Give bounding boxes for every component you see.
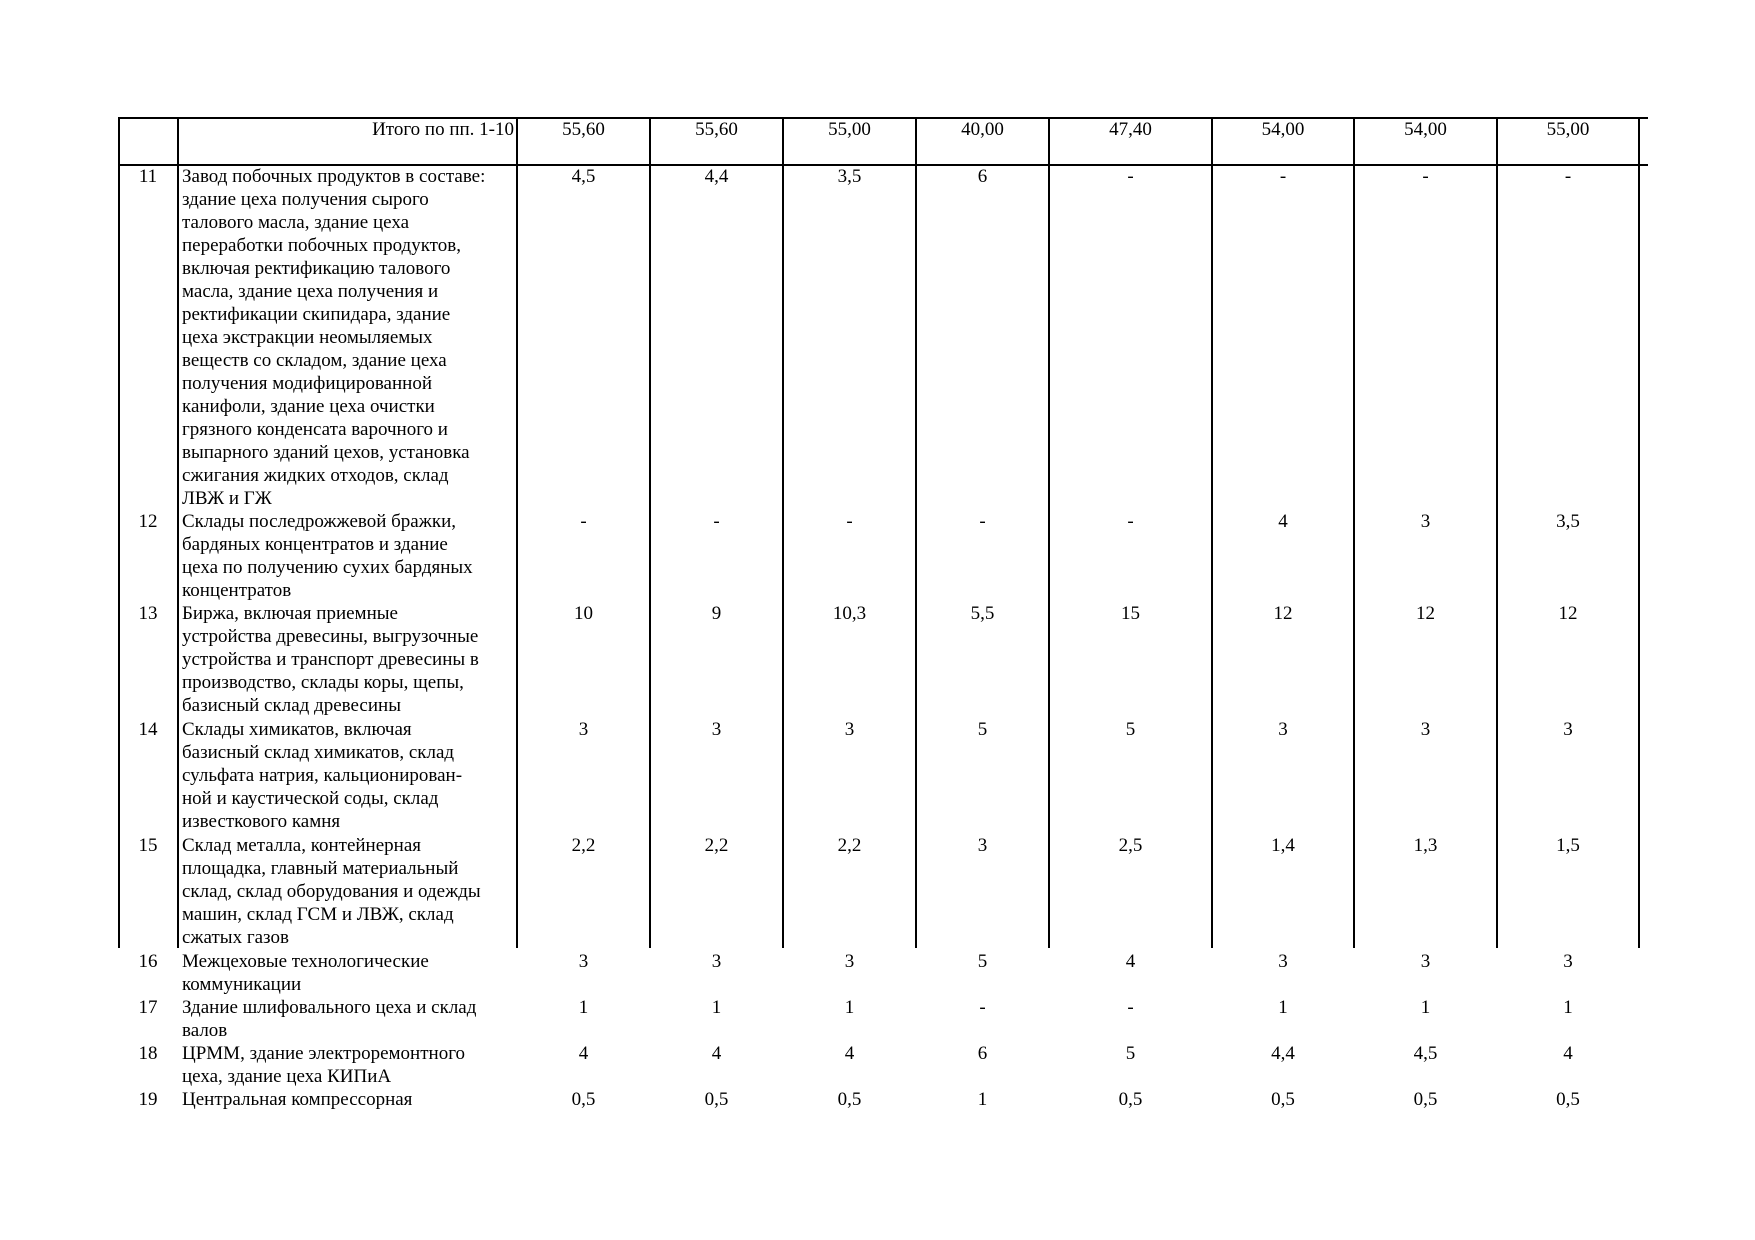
row-description-line: склад, склад оборудования и одежды [182, 881, 481, 902]
row-value: 4,5 [1413, 1043, 1438, 1064]
row-description-line: цеха экстракции неомыляемых [182, 327, 433, 348]
row-value: 5 [1125, 719, 1136, 740]
row-value: 4 [1563, 1043, 1573, 1064]
row-description-line: Межцеховые технологические [182, 951, 429, 972]
row-value: 3 [1420, 719, 1431, 740]
row-value: 2,2 [704, 835, 729, 856]
row-description-line: канифоли, здание цеха очистки [182, 396, 435, 417]
row-value: 10 [574, 603, 593, 624]
row-value: 2,5 [1118, 835, 1143, 856]
row-value: 1,4 [1271, 835, 1295, 856]
row-number: 12 [138, 511, 158, 532]
row-value: 4 [1125, 951, 1136, 972]
row-description-line: Центральная компрессорная [182, 1089, 413, 1110]
row-value: 3 [711, 719, 722, 740]
row-description-line: масла, здание цеха получения и [182, 281, 439, 302]
total-value: 55,60 [562, 119, 605, 140]
row-value: 6 [977, 1043, 988, 1064]
row-number: 13 [138, 603, 158, 624]
row-value: 4 [1278, 511, 1288, 532]
row-value: 15 [1121, 603, 1140, 624]
row-value: 3,5 [837, 166, 862, 187]
row-value: - [713, 511, 720, 532]
row-description-line: известкового камня [182, 811, 341, 832]
row-value: 1 [844, 997, 855, 1018]
row-description-line: сжатых газов [182, 927, 289, 948]
row-value: 1,5 [1556, 835, 1580, 856]
row-description-line: Склады химикатов, включая [182, 719, 412, 740]
row-description-line: переработки побочных продуктов, [182, 235, 461, 256]
row-description-line: ной и каустической соды, склад [182, 788, 439, 809]
row-value: 1 [1278, 997, 1288, 1018]
row-value: 3 [1278, 951, 1288, 972]
row-description-line: сульфата натрия, кальционирован- [182, 765, 463, 786]
row-value: 0,5 [1413, 1089, 1438, 1110]
row-description-line: веществ со складом, здание цеха [182, 350, 447, 371]
row-value: 0,5 [1118, 1089, 1143, 1110]
row-value: 0,5 [571, 1089, 596, 1110]
row-description-line: талового масла, здание цеха [182, 212, 410, 233]
total-value: 47,40 [1109, 119, 1152, 140]
row-value: 3 [711, 951, 722, 972]
row-value: 5 [977, 719, 988, 740]
row-description-line: Завод побочных продуктов в составе: [182, 166, 486, 187]
row-value: - [1127, 997, 1134, 1018]
total-value: 55,00 [828, 119, 871, 140]
row-description-line: бардяных концентратов и здание [182, 534, 448, 555]
row-description-line: Биржа, включая приемные [182, 603, 398, 624]
row-value: 3 [977, 835, 988, 856]
row-description-line: здание цеха получения сырого [182, 189, 429, 210]
row-description-line: базисный склад древесины [182, 695, 401, 716]
row-value: 1 [1420, 997, 1431, 1018]
row-value: 4 [844, 1043, 855, 1064]
row-value: 5 [1125, 1043, 1136, 1064]
row-description-line: ЛВЖ и ГЖ [182, 488, 272, 509]
total-value: 40,00 [961, 119, 1004, 140]
row-number: 17 [138, 997, 158, 1018]
total-value: 54,00 [1404, 119, 1447, 140]
row-value: 3 [844, 951, 855, 972]
row-value: - [979, 511, 986, 532]
row-value: - [846, 511, 853, 532]
row-value: 3 [844, 719, 855, 740]
row-value: 2,2 [571, 835, 596, 856]
row-value: 0,5 [837, 1089, 862, 1110]
row-value: 4,4 [1271, 1043, 1295, 1064]
row-value: - [1127, 166, 1134, 187]
row-value: 3 [1420, 951, 1431, 972]
row-number: 14 [138, 719, 158, 740]
row-value: 4 [578, 1043, 589, 1064]
total-value: 54,00 [1261, 119, 1305, 140]
row-value: 4,4 [704, 166, 729, 187]
row-value: 3 [1563, 719, 1573, 740]
row-description-line: включая ректификацию талового [182, 258, 451, 279]
row-value: - [1127, 511, 1134, 532]
row-value: 1 [977, 1089, 988, 1110]
row-description-line: получения модифицированной [182, 373, 432, 394]
row-value: 10,3 [832, 603, 867, 624]
row-description-line: устройства и транспорт древесины в [182, 649, 479, 670]
row-value: 0,5 [1271, 1089, 1295, 1110]
row-number: 15 [138, 835, 158, 856]
row-value: 3 [1563, 951, 1573, 972]
table-right-border [1638, 117, 1640, 948]
row-description-line: ректификации скипидара, здание [182, 304, 451, 325]
row-description-line: Склады последрожжевой бражки, [182, 511, 457, 532]
row-description-line: цеха по получению сухих бардяных [182, 557, 473, 578]
row-value: 3 [578, 719, 589, 740]
row-value: 12 [1416, 603, 1435, 624]
row-description-line: площадка, главный материальный [182, 858, 459, 879]
row-value: 4 [711, 1043, 722, 1064]
row-value: 5 [977, 951, 988, 972]
row-value: 3 [578, 951, 589, 972]
row-description-line: выпарного зданий цехов, установка [182, 442, 470, 463]
total-row-label: Итого по пп. 1-10 [372, 119, 514, 140]
row-number: 11 [138, 166, 158, 187]
row-value: 3,5 [1556, 511, 1580, 532]
row-description-line: концентратов [182, 580, 292, 601]
row-value: 12 [1558, 603, 1578, 624]
row-description-line: устройства древесины, выгрузочные [182, 626, 479, 647]
row-value: 12 [1273, 603, 1293, 624]
row-description-line: Здание шлифовального цеха и склад [182, 997, 477, 1018]
column-divider [177, 117, 179, 948]
row-value: - [580, 511, 587, 532]
row-number: 16 [138, 951, 158, 972]
row-value: - [979, 997, 986, 1018]
row-value: 0,5 [704, 1089, 729, 1110]
row-value: 1 [578, 997, 589, 1018]
row-value: - [1279, 166, 1287, 187]
row-value: - [1422, 166, 1429, 187]
row-number: 19 [138, 1089, 158, 1110]
row-description-line: грязного конденсата варочного и [182, 419, 448, 440]
total-value: 55,00 [1546, 119, 1590, 140]
total-value: 55,60 [695, 119, 738, 140]
row-value: 9 [711, 603, 722, 624]
row-description-line: машин, склад ГСМ и ЛВЖ, склад [182, 904, 454, 925]
row-number: 18 [138, 1043, 158, 1064]
row-description-line: цеха, здание цеха КИПиА [182, 1066, 392, 1087]
row-value: - [1564, 166, 1572, 187]
row-value: 1,3 [1413, 835, 1438, 856]
row-value: 6 [977, 166, 988, 187]
row-value: 1 [1563, 997, 1573, 1018]
row-description-line: Склад металла, контейнерная [182, 835, 422, 856]
row-description-line: базисный склад химикатов, склад [182, 742, 455, 763]
row-description-line: валов [182, 1020, 228, 1041]
row-description-line: сжигания жидких отходов, склад [182, 465, 449, 486]
row-description-line: производство, склады коры, щепы, [182, 672, 464, 693]
row-description-line: ЦРММ, здание электроремонтного [182, 1043, 466, 1064]
row-value: 4,5 [571, 166, 596, 187]
row-value: 2,2 [837, 835, 862, 856]
row-description-line: коммуникации [182, 974, 302, 995]
row-value: 3 [1278, 719, 1288, 740]
row-value: 1 [711, 997, 722, 1018]
row-value: 5,5 [970, 603, 995, 624]
row-value: 0,5 [1556, 1089, 1580, 1110]
row-value: 3 [1420, 511, 1431, 532]
